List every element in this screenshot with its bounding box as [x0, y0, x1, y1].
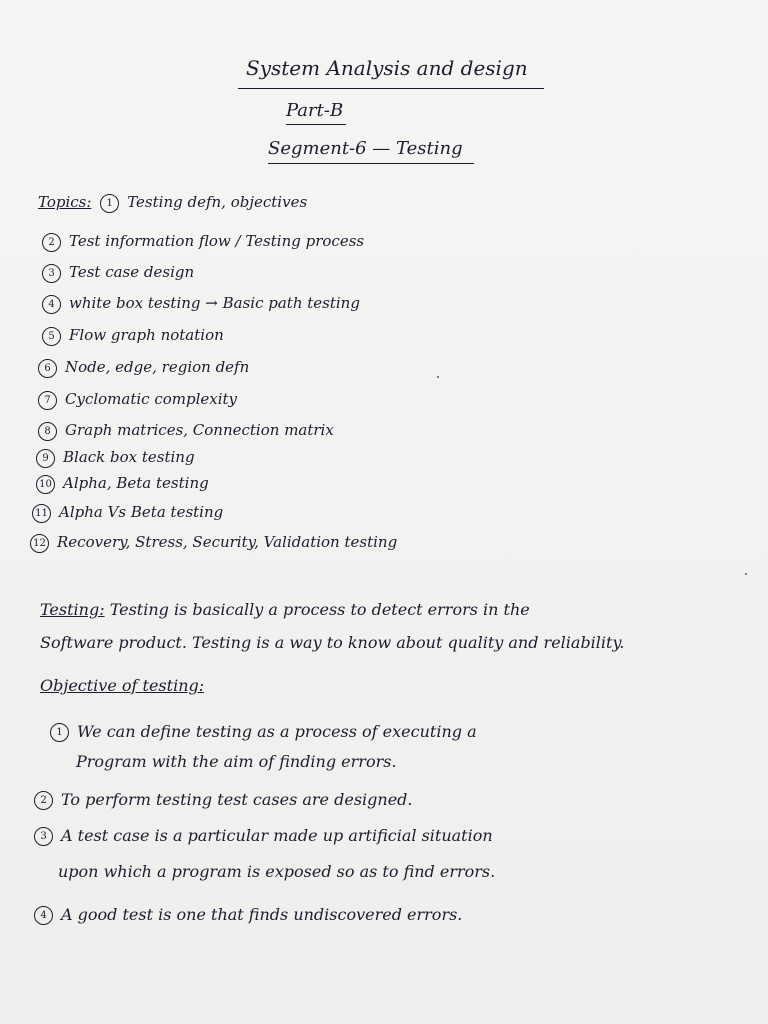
topic-number: 10 [36, 475, 55, 494]
testing-label: Testing: [40, 600, 105, 619]
topic-item [36, 474, 209, 494]
objective-text: A good test is one that finds undiscovered errors. [61, 905, 463, 924]
objective-item [34, 790, 412, 810]
topic-item [42, 294, 360, 314]
topic-number: 4 [42, 295, 61, 314]
part-underline [286, 124, 346, 125]
segment-label: Segment-6 — Testing [268, 138, 463, 159]
topic-text: white box testing → Basic path testing [69, 294, 360, 312]
topic-item [42, 263, 194, 283]
topic-item [42, 326, 224, 346]
objective-item-continued: upon which a program is exposed so as to find errors. [58, 862, 496, 881]
testing-definition-line-2: Software product. Testing is a way to know about quality and reliability. [40, 633, 625, 652]
topic-number: 2 [42, 233, 61, 252]
objective-text: We can define testing as a process of executing a [77, 722, 477, 741]
topic-number: 5 [42, 327, 61, 346]
objective-number: 2 [34, 791, 53, 810]
segment-underline [268, 163, 474, 164]
objective-number: 1 [50, 723, 69, 742]
topic-text: Node, edge, region defn [65, 358, 250, 376]
objective-item-continued: Program with the aim of finding errors. [76, 752, 397, 771]
topic-text: Test case design [69, 263, 195, 281]
topic-number: 11 [32, 504, 51, 523]
topics-heading [38, 193, 307, 213]
topic-text: Recovery, Stress, Security, Validation testing [57, 533, 398, 551]
part-label: Part-B [286, 100, 344, 121]
topic-text: Alpha, Beta testing [63, 474, 209, 492]
topic-item [38, 421, 334, 441]
title-underline [238, 88, 544, 89]
objective-item [34, 826, 493, 846]
topic-item [42, 232, 364, 252]
topic-text: Graph matrices, Connection matrix [65, 421, 334, 439]
objective-number: 3 [34, 827, 53, 846]
topic-text: Alpha Vs Beta testing [59, 503, 224, 521]
topic-text: Test information flow / Testing process [69, 232, 365, 250]
pen-mark [437, 376, 439, 378]
testing-definition-line-1 [40, 600, 530, 619]
topic-number: 1 [100, 194, 119, 213]
topic-item [32, 503, 223, 523]
topic-number: 9 [36, 449, 55, 468]
objective-item [50, 722, 477, 742]
topic-item [38, 390, 237, 410]
topic-item [30, 533, 397, 553]
topic-number: 3 [42, 264, 61, 283]
topics-label: Topics: [38, 193, 92, 211]
topic-number: 8 [38, 422, 57, 441]
page-title: System Analysis and design [246, 56, 528, 80]
pen-mark [745, 573, 747, 575]
topic-text: Testing defn, objectives [127, 193, 308, 211]
objective-number: 4 [34, 906, 53, 925]
topic-item [36, 448, 195, 468]
objective-item [34, 905, 462, 925]
objective-heading: Objective of testing: [40, 676, 205, 695]
objective-text: To perform testing test cases are designed. [61, 790, 413, 809]
testing-text: Testing is basically a process to detect errors in the [109, 600, 530, 619]
topic-item [38, 358, 249, 378]
topic-text: Flow graph notation [69, 326, 224, 344]
topic-text: Cyclomatic complexity [65, 390, 238, 408]
topic-number: 12 [30, 534, 49, 553]
objective-text: A test case is a particular made up artificial situation [61, 826, 493, 845]
topic-number: 7 [38, 391, 57, 410]
topic-number: 6 [38, 359, 57, 378]
topic-text: Black box testing [63, 448, 195, 466]
